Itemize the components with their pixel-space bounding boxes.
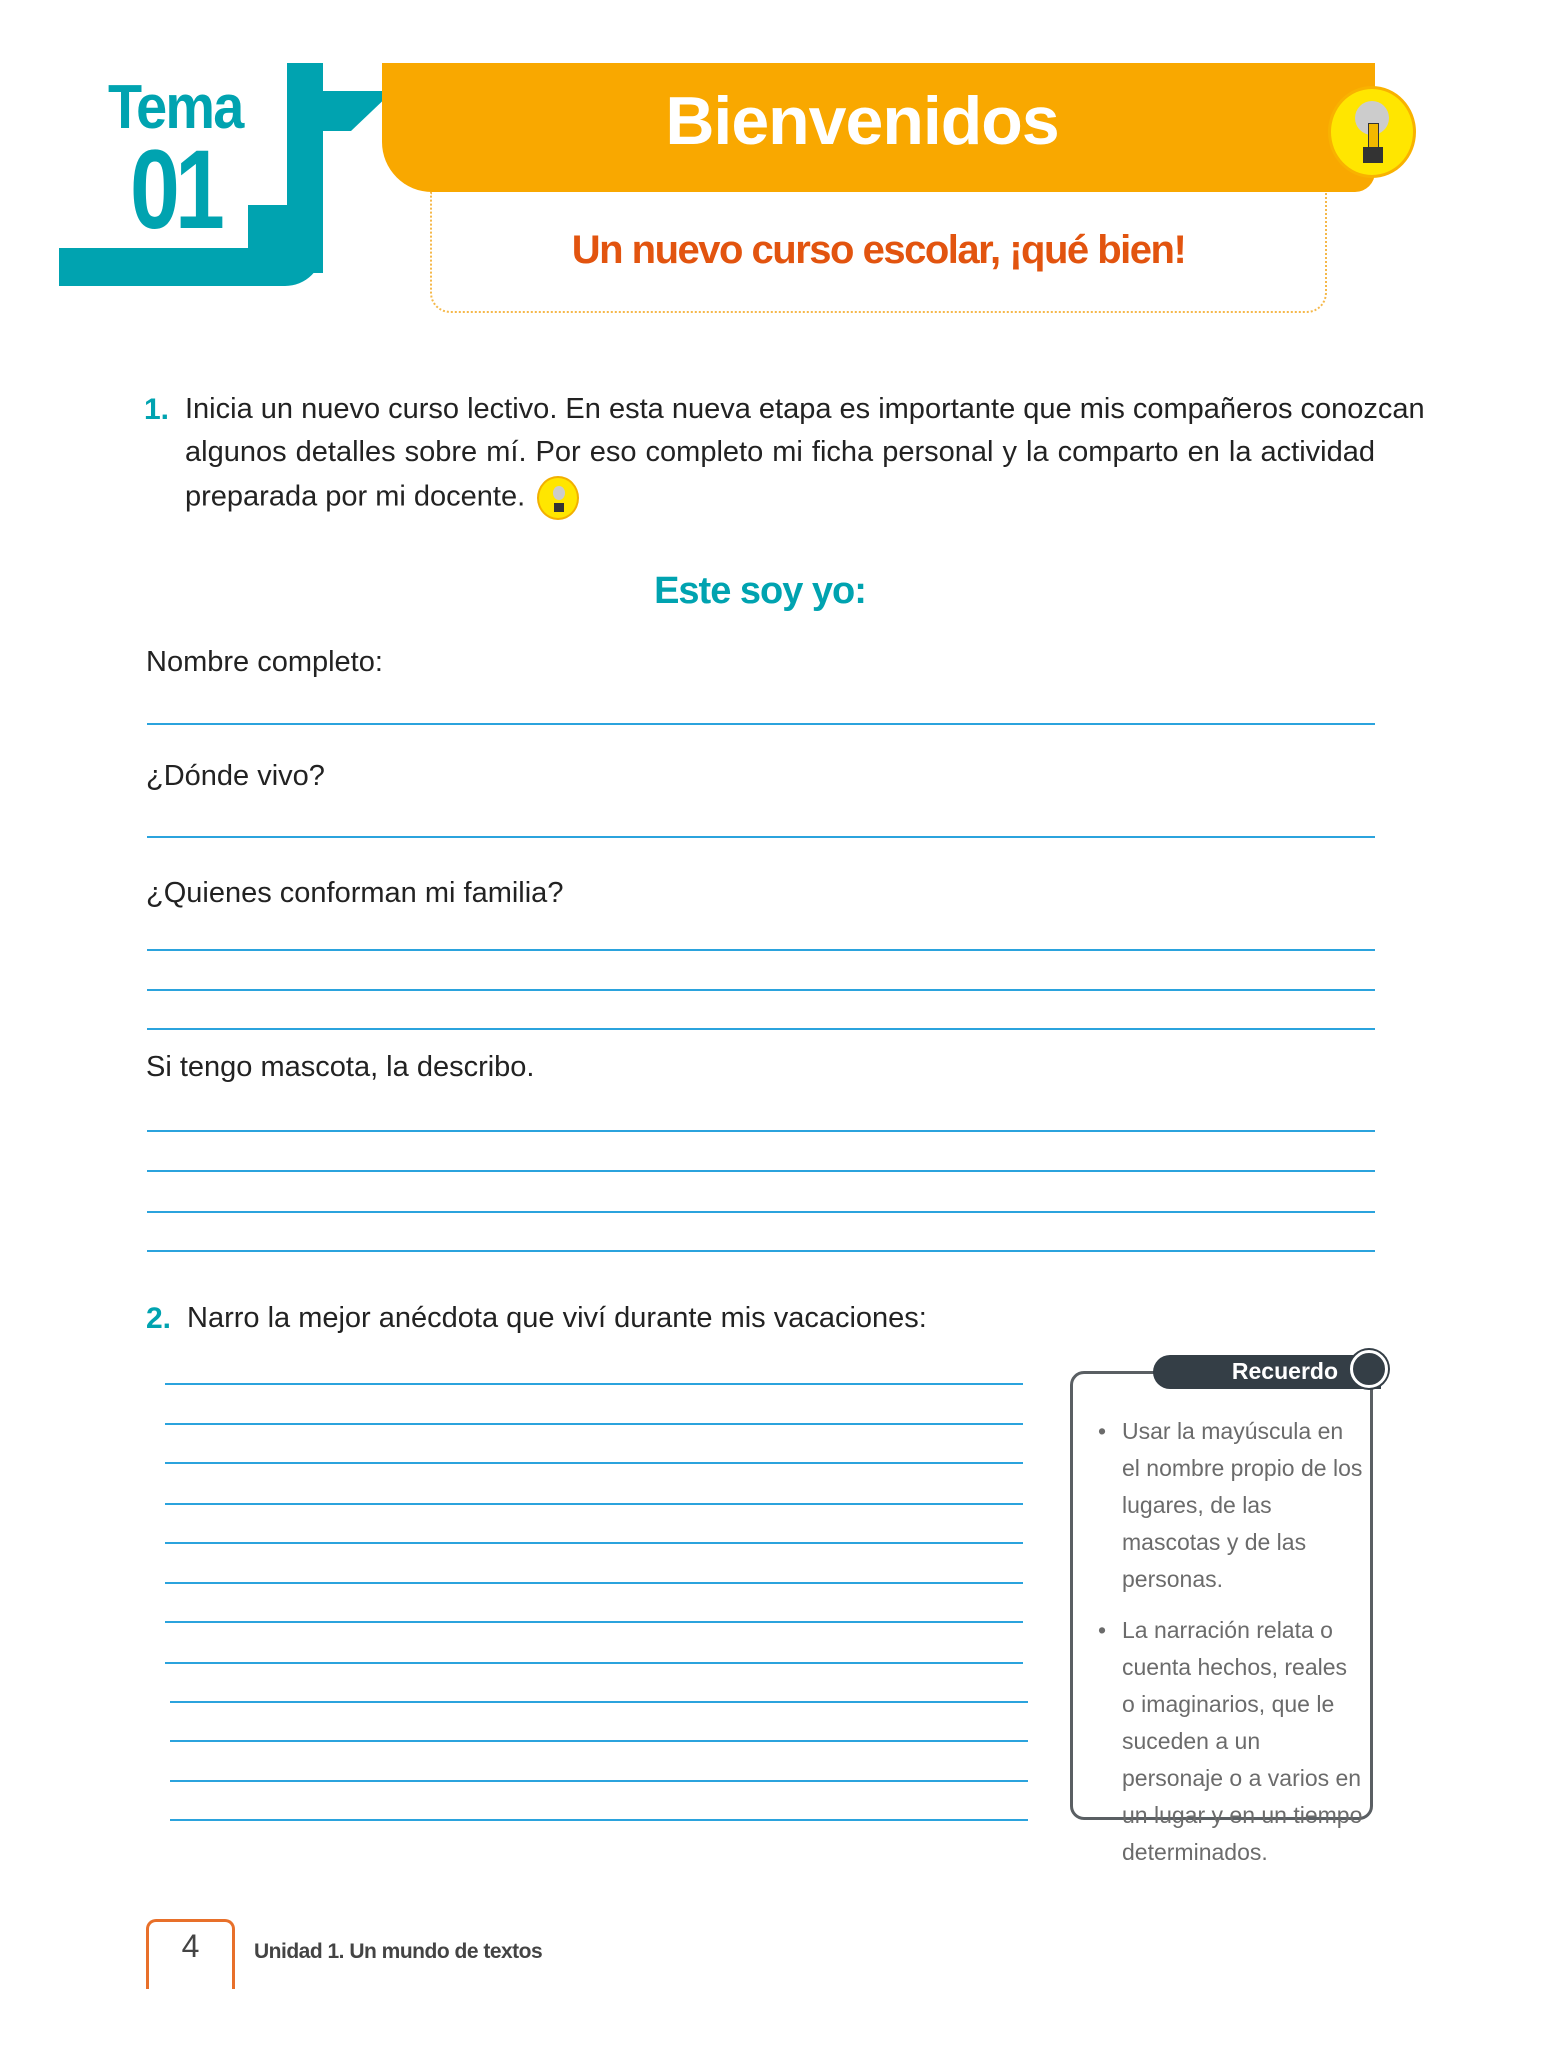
write-line-pet[interactable]: [147, 1130, 1375, 1132]
write-line-pet[interactable]: [147, 1250, 1375, 1252]
activity-1-number: 1.: [144, 393, 170, 426]
write-line-family[interactable]: [147, 989, 1375, 991]
write-line-anecdote[interactable]: [165, 1383, 1023, 1385]
unit-title: Unidad 1. Un mundo de textos: [254, 1940, 543, 1963]
write-line-pet[interactable]: [147, 1170, 1375, 1172]
write-line-home[interactable]: [147, 836, 1375, 838]
write-line-name[interactable]: [147, 723, 1375, 725]
form-title: Este soy yo:: [654, 570, 866, 612]
write-line-anecdote[interactable]: [165, 1423, 1023, 1425]
recuerdo-title: Recuerdo: [1231, 1358, 1338, 1384]
write-line-pet[interactable]: [147, 1211, 1375, 1213]
write-line-anecdote[interactable]: [165, 1582, 1023, 1584]
lightbulb-pencil-icon: [1328, 86, 1416, 178]
field-label-family: ¿Quienes conforman mi familia?: [146, 877, 564, 909]
page-subtitle: Un nuevo curso escolar, ¡qué bien!: [571, 228, 1186, 272]
tema-label: Tema: [108, 73, 243, 142]
write-line-anecdote[interactable]: [170, 1780, 1028, 1782]
lightbulb-icon: [537, 476, 579, 520]
write-line-anecdote[interactable]: [165, 1662, 1023, 1664]
activity-2-text: Narro la mejor anécdota que viví durante mis vacaciones:: [187, 1302, 927, 1334]
activity-1-text-line-last: [185, 476, 579, 520]
tema-frame-vertical: [287, 63, 323, 273]
recuerdo-item: • Usar la mayúscula en el nombre propio de los lugares, de las mascotas y de las personas.: [1098, 1413, 1363, 1598]
write-line-anecdote[interactable]: [170, 1701, 1028, 1703]
field-label-name: Nombre completo:: [146, 646, 383, 678]
activity-1-text-end: preparada por mi docente.: [185, 480, 526, 513]
activity-2-number: 2.: [146, 1302, 172, 1335]
page-title: Bienvenidos: [665, 83, 1059, 159]
tema-number: 01: [130, 127, 221, 252]
activity-1-text-line: Inicia un nuevo curso lectivo. En esta nueva etapa es importante que mis compañeros conozcan: [185, 393, 1425, 425]
recuerdo-item: • La narración relata o cuenta hechos, reales o imaginarios, que le suceden a un personaje o a varios en un lugar y en un tiempo determinados.: [1098, 1612, 1363, 1871]
write-line-family[interactable]: [147, 1028, 1375, 1030]
write-line-anecdote[interactable]: [165, 1462, 1023, 1464]
page-number: 4: [181, 1928, 200, 1964]
write-line-family[interactable]: [147, 949, 1375, 951]
circle-icon: [1350, 1350, 1388, 1388]
activity-1-text-line: algunos detalles sobre mí. Por eso completo mi ficha personal y la comparto en la actividad: [185, 436, 1375, 468]
write-line-anecdote[interactable]: [170, 1819, 1028, 1821]
field-label-home: ¿Dónde vivo?: [146, 760, 325, 792]
write-line-anecdote[interactable]: [165, 1503, 1023, 1505]
field-label-pet: Si tengo mascota, la describo.: [146, 1051, 535, 1083]
write-line-anecdote[interactable]: [165, 1542, 1023, 1544]
write-line-anecdote[interactable]: [165, 1621, 1023, 1623]
recuerdo-list: [1098, 1413, 1363, 1885]
write-line-anecdote[interactable]: [170, 1740, 1028, 1742]
